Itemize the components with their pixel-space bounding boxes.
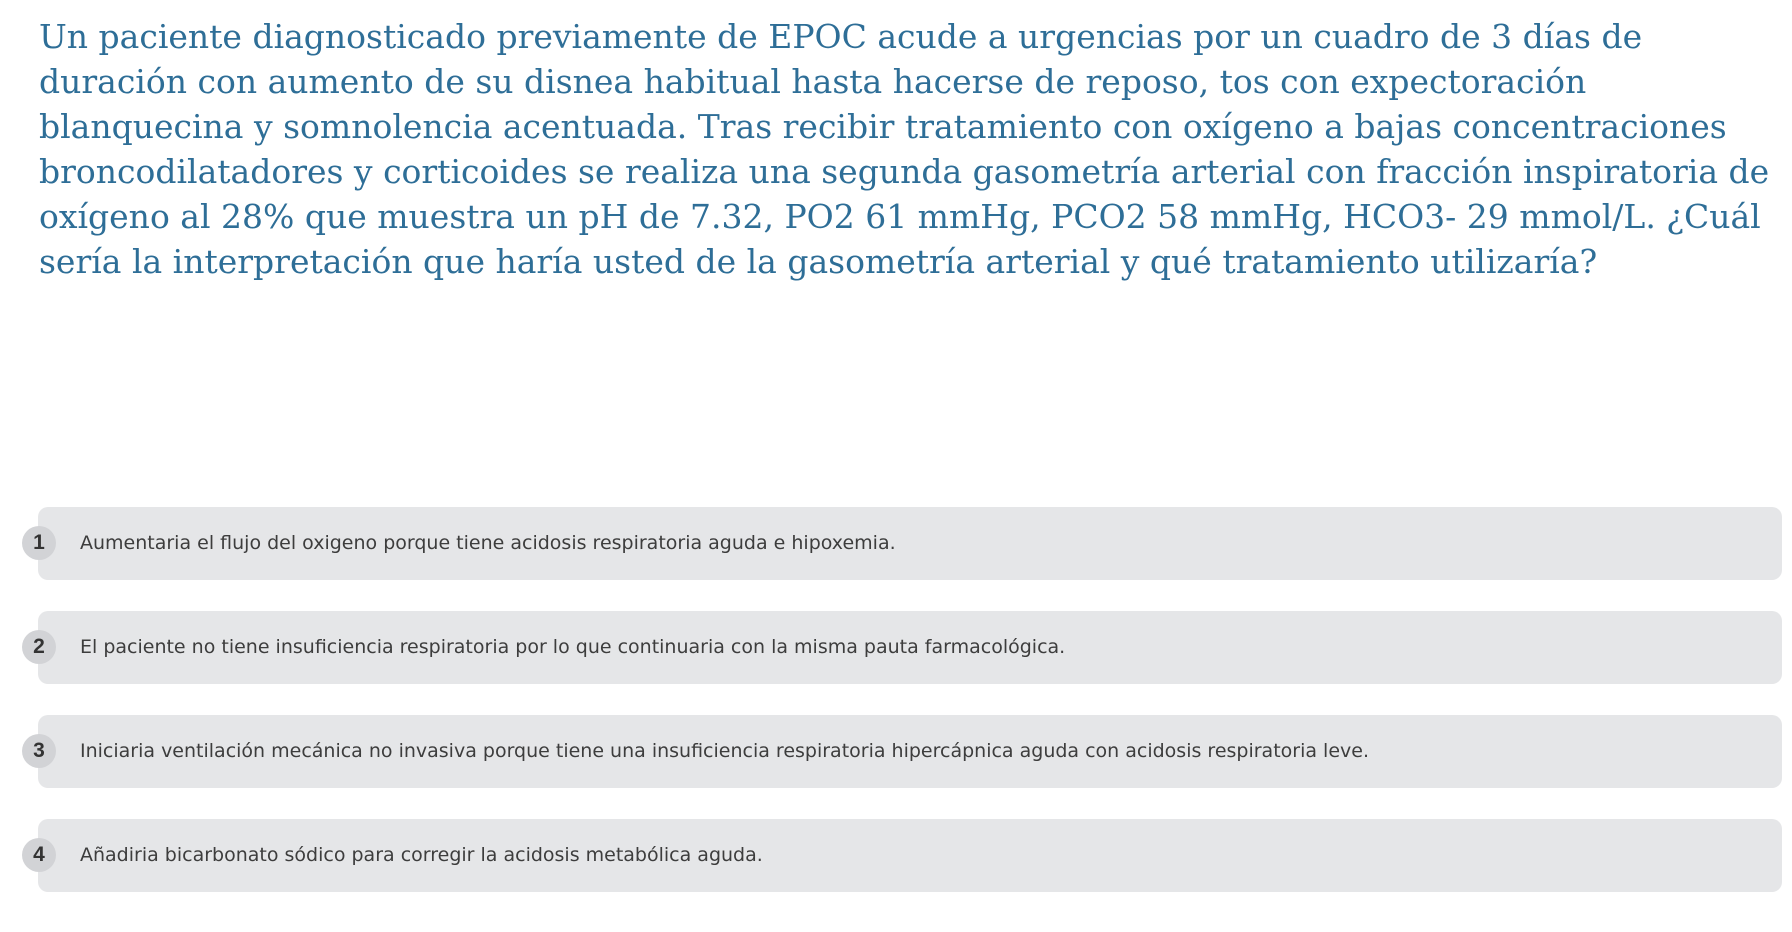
answer-option-3[interactable] [33, 715, 1782, 788]
option-label: Añadiria bicarbonato sódico para corregir la acidosis metabólica aguda. [80, 844, 763, 866]
option-number-badge: 2 [22, 630, 56, 664]
option-number-badge: 1 [22, 526, 56, 560]
question-text: Un paciente diagnosticado previamente de EPOC acude a urgencias por un cuadro de 3 días de duración con aumento de su disnea habitual hasta hacerse de reposo, tos con expectoración blanquecina y somnolencia acentuada. Tras recibir tratamiento con oxígeno a bajas concentraciones broncodilatadores y corticoides se realiza una segunda gasometría arterial con fracción inspiratoria de oxígeno al 28% que muestra un pH de 7.32, PO2 61 mmHg, PCO2 58 mmHg, HCO3- 29 mmol/L. ¿Cuál sería la interpretación que haría usted de la gasometría arterial y qué tratamiento utilizaría? [39, 17, 1770, 281]
answer-option-1[interactable] [33, 507, 1782, 580]
option-label: Aumentaria el flujo del oxigeno porque tiene acidosis respiratoria aguda e hipoxemia. [80, 532, 896, 554]
option-number-badge: 3 [22, 734, 56, 768]
answer-option-4[interactable] [33, 819, 1782, 892]
option-number-badge: 4 [22, 838, 56, 872]
answer-option-2[interactable] [33, 611, 1782, 684]
option-label: El paciente no tiene insuficiencia respiratoria por lo que continuaria con la misma pauta farmacológica. [80, 636, 1066, 658]
option-label: Iniciaria ventilación mecánica no invasiva porque tiene una insuficiencia respiratoria hipercápnica aguda con acidosis respiratoria leve. [80, 740, 1369, 762]
